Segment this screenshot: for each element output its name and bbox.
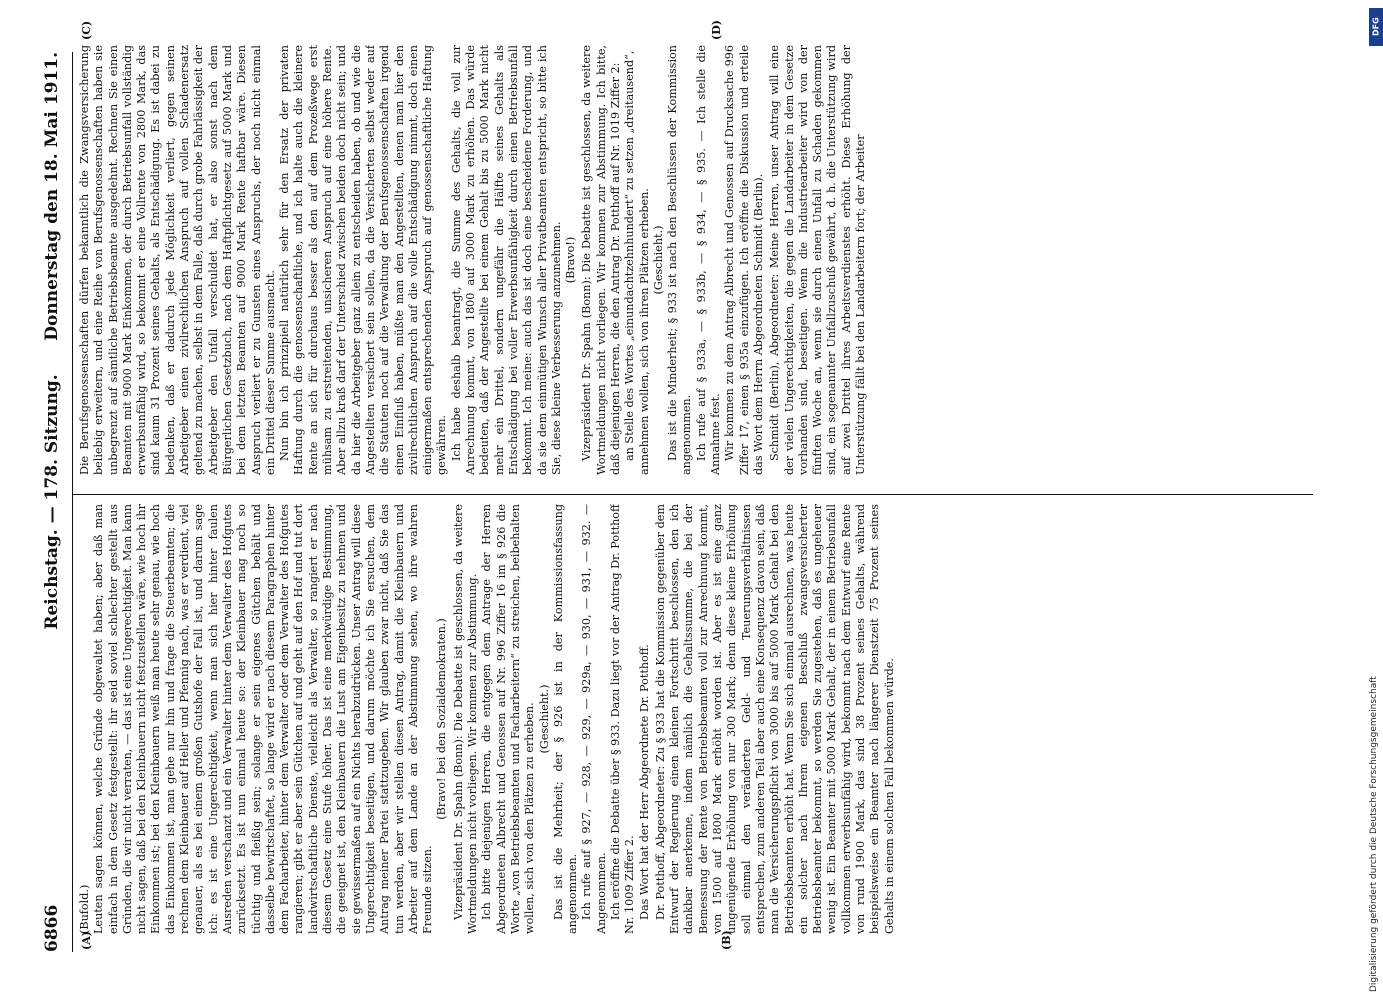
page-number: 6866 — [42, 904, 62, 952]
paragraph: Ich bitte diejenigen Herren, die entgegen dem Antrage der Herren Abgeordneten Albrecht und Genossen auf Nr. 996 Ziffer 16 im § 926 die Worte „von Betriebsbeamten und Facharbeitern“ zu streichen, beibehalten wollen, sich von den Plätzen zu erheben. — [480, 504, 537, 934]
left-column — [78, 504, 1313, 934]
paragraph: Das ist die Mehrheit; der § 926 ist in der Kommissionsfassung angenommen. — [551, 504, 580, 934]
applause-note: (Bravo!) — [564, 236, 578, 284]
column-divider — [72, 494, 1313, 495]
paragraph: Vizepräsident Dr. Spahn (Bonn): Die Debatte ist geschlossen, da weitere Wortmeldungen nicht vorliegen. Wir kommen zur Abstimmung. Ich bitte, daß diejenigen Herren, die den Antrag Dr. Potthoff auf Nr. 1019 Ziffer 2: — [580, 45, 622, 475]
paragraph: Das ist die Minderheit; § 933 ist nach den Beschlüssen der Kommission angenommen. — [666, 45, 694, 475]
stage-note: (Geschieht.) — [651, 225, 665, 295]
paragraph: Ich rufe auf § 927, — 928, — 929, — 929a, — 930, — 931, — 932. — Angenommen. — [580, 504, 608, 934]
margin-marker-a: (A) — [80, 931, 93, 950]
paragraph: Vizepräsident Dr. Spahn (Bonn): Die Debatte ist geschlossen, da weitere Wortmeldungen nicht vorliegen. Wir kommen zur Abstimmung. — [451, 504, 480, 934]
page-header — [36, 52, 70, 952]
paragraph: Ich habe deshalb beantragt, die Summe des Gehalts, die voll zur Anrechnung kommt, von 1800 auf 3000 Mark zu erhöhen. Das würde bedeuten, daß der Angestellte bei einem Gehalt bis zu 5000 Mark nicht mehr ein Drittel, sondern ungefähr die Hälfte seines Gehalts als Entschädigung bei voller Erwerbsunfähigkeit durch einen Betriebsunfall bekommt. Ich meine: auch das ist doch eine bescheidene Forderung, und da sie dem einmütigen Wunsch aller Privatbeamten entspricht, so bitte ich Sie, diese kleine Verbesserung anzunehmen. — [449, 45, 563, 475]
margin-marker-c: (C) — [80, 20, 93, 40]
paragraph: Schmidt (Berlin), Abgeordneter: Meine Herren, unser Antrag will eine der vielen Ungerechtigkeiten, die gegen die Landarbeiter in dem Gesetze vorhanden sind, beseitigen. Wenn die Industriearbeiter wird von der fünften Woche an, wenn sie durch einen Unfall zu Schaden gekommen sind, ein sogenannter Unfallzuschuß gewährt, d. h. die Unterstützung wird auf zwei Drittel ihres Arbeitsverdienstes erhöht. Diese Erhöhung der Unterstützung fällt bei den Landarbeitern fort; der Arbeiter — [768, 45, 868, 475]
paragraph: Ich eröffne die Debatte über § 933. Dazu liegt vor der Antrag Dr. Potthoff Nr. 1009 Ziffer 2. — [608, 504, 637, 934]
margin-marker-b: (B) — [720, 930, 733, 950]
margin-marker-d: (D) — [710, 20, 723, 40]
digitization-credit — [1369, 8, 1383, 992]
paragraph: Wir kommen zu dem Antrag Albrecht und Genossen auf Drucksache 996 Ziffer 17, einen § 935a einzufügen. Ich eröffne die Diskussion und erteile das Wort dem Herrn Abgeordneten Schmidt (Berlin). — [723, 45, 765, 475]
dfg-logo: DFG — [1369, 8, 1383, 46]
header-rule — [72, 52, 73, 952]
paragraph: an Stelle des Wortes „einundachtzehnhundert“ zu setzen „dreitausend“, — [623, 50, 637, 461]
paragraph: Nun bin ich prinzipiell natürlich sehr für den Ersatz der privaten Haftung durch die genossenschaftliche, und ich halte auch die kleinere Rente an sich für durchaus besser als den auf dem Prozeßwege erst mühsam zu erstreitenden, unsicheren Anspruch auf eine höhere Rente. Aber allzu kraß darf der Unterschied zwischen beiden doch nicht sein; und da hier die Arbeitgeber ganz allein zu entscheiden haben, ob und wie die Angestellten versichert sein sollen, da die Versicherten selbst weder auf die Statuten noch auf die Verwaltung der Berufsgenossenschaften irgend einen Einfluß haben, müßte man den Angestellten, denen man hier den zivilrechtlichen Anspruch auf die volle Entschädigung nimmt, doch einen einigermaßen entsprechenden Anspruch auf genossenschaftliche Haftung gewähren. — [278, 45, 449, 475]
credit-text: Digitalisierung gefördert durch die Deutsche Forschungsgemeinschaft — [1369, 676, 1379, 992]
paragraph: Ich rufe auf § 933a, — § 933b, — § 934, — § 935. — Ich stelle die Annahme fest. — [694, 45, 723, 475]
right-column — [78, 45, 1313, 475]
paragraph: Die Berufsgenossenschaften dürfen bekanntlich die Zwangsversicherung beliebig erweitern, und eine Reihe von Berufsgenossenschaften haben sie unbegrenzt auf sämtliche Betriebsbeamte ausgedehnt. Rechnen Sie einen Beamten mit 9000 Mark Einkommen, der durch Betriebsunfall vollständig erwerbsunfähig wird, so bekommt er eine Vollrente von 2800 Mark, das sind kaum 31 Prozent seines Gehalts, als Entschädigung. Es ist dabei zu bedenken, daß er dadurch jede Möglichkeit verliert, gegen seinen Arbeitgeber einen zivilrechtlichen Anspruch auf vollen Schadenersatz geltend zu machen, selbst in dem Falle, daß durch grobe Fahrlässigkeit der Arbeitgeber den Unfall verschuldet hat, er also sonst nach dem Bürgerlichen Gesetzbuch, nach dem Haftpflichtgesetz auf 5000 Mark und bei dem letzten Beamten auf 9000 Mark Rente haftbar wäre. Diesen Anspruch verliert er zu Gunsten eines Anspruchs, der noch nicht einmal ein Drittel dieser Summe ausmacht. — [78, 45, 277, 475]
session-title: Reichstag. — 178. Sitzung. — [42, 374, 62, 630]
paragraph: Das Wort hat der Herr Abgeordnete Dr. Potthoff. — [637, 644, 651, 920]
continuation-note: (Bufold.) — [78, 884, 91, 934]
applause-note: (Bravo! bei den Sozialdemokraten.) — [435, 618, 449, 820]
paragraph: Dr. Potthoff, Abgeordneter: Zu § 933 hat die Kommission gegenüber dem Entwurf der Regierung einen kleinen Fortschritt beschlossen, den ich dankbar anerkenne, indem nämlich die Gehaltssumme, die bei der Bemessung der Rente von Betriebsbeamten voll zur Anrechnung kommt, von 1500 auf 1800 Mark erhöht worden ist. Aber es ist eine ganz ungenügende Erhöhung von nur 300 Mark; denn diese kleine Erhöhung soll einmal den veränderten Geld- und Teuerungsverhältnissen entsprechen, zum anderen Teil aber auch eine Konsequenz davon sein, daß man die Versicherungspflicht von 3000 bis auf 5000 Mark Gehalt bei den Betriebsbeamten erhöht hat. Wenn Sie sich einmal ausrechnen, was heute ein solcher nach Ihrem eigenen Beschluß zwangsversicherter Betriebsbeamter bekommt, so werden Sie zugestehen, daß es ungeheuer wenig ist. Ein Beamter mit 5000 Mark Gehalt, der in einem Betriebsunfall vollkommen erwerbsunfähig wird, bekommt nach dem Entwurf eine Rente von rund 1900 Mark, das sind 38 Prozent seines Gehalts, während beispielsweise ein Beamter nach längerer Dienstzeit 75 Prozent seines Gehalts in einem solchen Fall bekommen würde. — [653, 504, 896, 934]
session-date: Donnerstag den 18. Mai 1911. — [42, 52, 62, 341]
paragraph: annehmen wollen, sich von ihren Plätzen erheben. — [637, 188, 651, 475]
paragraph: Leuten sagen können, welche Gründe obgewaltet haben; aber daß man einfach in dem Gesetz festgestellt: ihr seid soviel schlechter gestellt aus Gründen, die wir nicht verraten, — das ist eine Ungerechtigkeit. Man kann nicht sagen, daß bei den Kleinbauern nicht festzustellen wäre, wie hoch ihr Einkommen ist; bei den Kleinbauern weiß man heute sehr genau, wie hoch das Einkommen ist, man gehe nur hin und frage die Steuerbeamten; die rechnen dem Kleinbauer auf Heller und Pfennig nach, was er verdient, viel genauer, als es bei einem großen Gutshofe der Fall ist, und darum sage ich: es ist eine Ungerechtigkeit, wenn man sich hier hinter faulen Ausreden verschanzt und ein Verwalter hinter dem Verwalter des Hofgutes zurücksetzt. Es ist nun einmal heute so: der Kleinbauer mag noch so tüchtig und fleißig sein; solange er sein eigenes Gütchen behält und dasselbe bewirtschaftet, so lange wird er nach diesem Paragraphen hinter dem Facharbeiter, hinter dem Verwalter oder dem Verwalter des Hofgutes rangieren; gibt er aber sein Gütchen auf und geht auf den Hof und tut dort landwirtschaftliche Dienste, vielleicht als Verwalter, so rangiert er nach diesem Gesetz eine Stufe höher. Das ist eine merkwürdige Bestimmung, die geeignet ist, den Kleinbauern die Lust am Eigenbesitz zu nehmen und sie gewissermaßen auf ein Nichts herabzudrücken. Unser Antrag will diese Ungerechtigkeit beseitigen, und darum möchte ich Sie ersuchen, dem Antrag meiner Partei stattzugeben. Wir glauben zwar nicht, daß Sie das tun werden, aber wir stellen diesen Antrag, damit die Kleinbauern und Arbeiter auf dem Lande an der Abstimmung sehen, wo ihre wahren Freunde sitzen. — [92, 504, 435, 934]
stage-note: (Geschieht.) — [537, 684, 551, 754]
